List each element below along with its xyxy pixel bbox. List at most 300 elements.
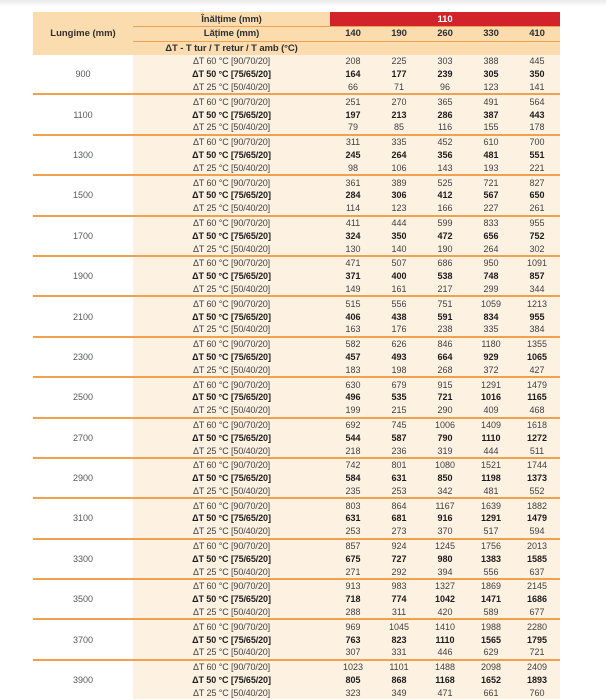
dt60-row-label: ΔT 60 °C [90/70/20] [192,298,271,309]
group-rows [133,459,560,497]
value-cell: 1045 [388,621,410,632]
value-cell: 1042 [434,594,456,605]
value-cell: 356 [437,149,453,160]
dt25-row [133,646,560,659]
value-cell: 801 [391,460,407,471]
value-cell: 915 [437,379,453,390]
dt50-row [133,674,560,687]
value-cell: 544 [345,432,361,443]
dt25-row [133,686,560,699]
dt60-row-label: ΔT 60 °C [90/70/20] [192,581,271,592]
value-cell: 161 [391,283,407,294]
dt50-row [133,149,560,162]
dt60-row-label: ΔT 60 °C [90/70/20] [192,621,271,632]
value-cell: 496 [345,392,361,403]
value-cell: 1488 [434,662,456,673]
value-cell: 552 [529,485,545,496]
value-cell: 1409 [480,419,502,430]
value-cell: 589 [483,607,499,618]
dt60-row [133,136,560,149]
length-cell: 3100 [33,499,133,537]
value-cell: 361 [345,177,361,188]
dt50-row [133,633,560,646]
dt60-row [133,419,560,432]
value-cell: 1291 [480,513,502,524]
value-cell: 335 [391,137,407,148]
group-rows [133,136,560,174]
dt25-row-label: ΔT 25 °C [50/40/20] [192,364,271,375]
value-cell: 868 [391,675,407,686]
height-label-cell: Înălțime (mm) [133,12,330,26]
value-cell: 253 [345,526,361,537]
value-cell: 1080 [434,460,456,471]
value-cell: 471 [437,687,453,698]
length-group [33,497,560,537]
dt60-row [133,661,560,674]
value-cell: 208 [345,56,361,67]
dt25-row [133,242,560,255]
dt60-row [133,257,560,270]
dt50-row-label: ΔT 50 °C [75/65/20] [192,392,271,403]
value-cell: 1213 [526,298,548,309]
value-cell: 1479 [526,513,548,524]
value-cell: 292 [391,566,407,577]
value-cell: 1006 [434,419,456,430]
value-cell: 1355 [526,339,548,350]
value-cell: 1565 [480,634,502,645]
value-cell: 335 [483,324,499,335]
value-cell: 349 [391,687,407,698]
value-cell: 1383 [480,553,502,564]
value-cell: 631 [345,513,361,524]
length-group [33,55,560,93]
value-cell: 143 [437,162,453,173]
group-rows [133,257,560,295]
group-rows [133,338,560,376]
value-cell: 751 [437,298,453,309]
dt60-row [133,217,560,230]
dt50-row [133,68,560,81]
value-cell: 525 [437,177,453,188]
value-cell: 1618 [526,419,548,430]
value-cell: 481 [483,485,499,496]
dt50-row-label: ΔT 50 °C [75/65/20] [192,432,271,443]
value-cell: 284 [345,190,361,201]
length-cell: 3300 [33,540,133,578]
value-cell: 271 [345,566,361,577]
value-cell: 446 [437,647,453,658]
value-cell: 679 [391,379,407,390]
value-cell: 564 [529,96,545,107]
dt50-row-label: ΔT 50 °C [75/65/20] [192,594,271,605]
dt50-row-label: ΔT 50 °C [75/65/20] [192,473,271,484]
dt25-row-label: ΔT 25 °C [50/40/20] [192,324,271,335]
value-cell: 721 [483,177,499,188]
value-cell: 846 [437,339,453,350]
value-cell: 916 [437,513,453,524]
dt25-row-label: ΔT 25 °C [50/40/20] [192,203,271,214]
value-cell: 1245 [434,541,456,552]
dt50-row [133,351,560,364]
dt25-row-label: ΔT 25 °C [50/40/20] [192,647,271,658]
value-cell: 1410 [434,621,456,632]
dt60-row [133,540,560,553]
value-cell: 742 [345,460,361,471]
value-cell: 556 [483,566,499,577]
dt50-row [133,108,560,121]
dt60-row [133,499,560,512]
value-cell: 1016 [480,392,502,403]
length-group [33,336,560,376]
group-rows [133,661,560,699]
dt60-row-label: ΔT 60 °C [90/70/20] [192,137,271,148]
value-cell: 444 [483,445,499,456]
value-cell: 1652 [480,675,502,686]
value-cell: 1065 [526,351,548,362]
value-cell: 1756 [480,541,502,552]
group-rows [133,55,560,93]
dt-legend-cell: ΔT - T tur / T retur / T amb (°C) [133,41,330,56]
value-cell: 443 [529,109,545,120]
value-cell: 331 [391,647,407,658]
length-group [33,578,560,618]
dt50-row-label: ΔT 50 °C [75/65/20] [192,230,271,241]
length-group [33,659,560,699]
dt50-row [133,270,560,283]
value-cell: 412 [437,190,453,201]
value-cell: 427 [529,364,545,375]
value-cell: 686 [437,258,453,269]
value-cell: 199 [345,405,361,416]
length-group [33,215,560,255]
value-cell: 626 [391,339,407,350]
value-cell: 857 [529,271,545,282]
value-cell: 1091 [526,258,548,269]
dt60-row-label: ΔT 60 °C [90/70/20] [192,662,271,673]
value-cell: 130 [345,243,361,254]
length-cell: 2900 [33,459,133,497]
length-cell: 3500 [33,580,133,618]
value-cell: 1479 [526,379,548,390]
length-cell: 1900 [33,257,133,295]
value-cell: 721 [529,647,545,658]
group-rows [133,217,560,255]
dt25-row [133,444,560,457]
value-cell: 213 [391,109,407,120]
value-cell: 763 [345,634,361,645]
dt50-row-label: ΔT 50 °C [75/65/20] [192,634,271,645]
value-cell: 371 [345,271,361,282]
group-rows [133,378,560,416]
value-cell: 517 [483,526,499,537]
value-cell: 2409 [526,662,548,673]
dt50-row [133,431,560,444]
dt25-row-label: ΔT 25 °C [50/40/20] [192,566,271,577]
value-cell: 164 [345,69,361,80]
value-cell: 303 [437,56,453,67]
value-cell: 1988 [480,621,502,632]
dt60-row-label: ΔT 60 °C [90/70/20] [192,460,271,471]
value-cell: 1198 [481,473,501,484]
length-cell: 2700 [33,419,133,457]
dt25-row [133,606,560,619]
value-cell: 493 [391,351,407,362]
dt50-row [133,391,560,404]
value-cell: 468 [529,405,545,416]
dt25-row [133,485,560,498]
value-cell: 700 [529,137,545,148]
dt60-row [133,378,560,391]
value-cell: 306 [391,190,407,201]
value-cell: 2098 [480,662,502,673]
value-cell: 66 [347,81,358,92]
value-cell: 556 [391,298,407,309]
value-cell: 342 [437,485,453,496]
page-top-edge [0,0,606,6]
dt50-row [133,472,560,485]
value-cell: 350 [391,230,407,241]
length-cell: 900 [33,55,133,93]
dt60-row-label: ΔT 60 °C [90/70/20] [192,217,271,228]
value-cell: 1327 [434,581,456,592]
dt50-row-label: ΔT 50 °C [75/65/20] [192,553,271,564]
value-cell: 584 [345,473,361,484]
value-cell: 1869 [480,581,502,592]
group-rows [133,620,560,658]
value-cell: 745 [391,419,407,430]
dt25-row-label: ΔT 25 °C [50/40/20] [192,687,271,698]
value-cell: 323 [345,687,361,698]
value-cell: 388 [483,56,499,67]
value-cell: 610 [483,137,499,148]
dt50-row-label: ΔT 50 °C [75/65/20] [192,271,271,282]
dt25-row [133,525,560,538]
value-cell: 594 [529,526,545,537]
dt60-row [133,580,560,593]
value-cell: 857 [345,541,361,552]
value-cell: 675 [345,553,361,564]
length-group [33,295,560,335]
value-cell: 472 [437,230,453,241]
value-cell: 197 [345,109,361,120]
dt-legend-filler [330,41,560,56]
width-label-cell: Lățime (mm) [133,26,330,41]
dt25-row-label: ΔT 25 °C [50/40/20] [192,283,271,294]
length-group [33,376,560,416]
length-cell: 2100 [33,297,133,335]
value-cell: 1059 [480,298,502,309]
dt60-row [133,297,560,310]
value-cell: 409 [483,405,499,416]
value-cell: 123 [483,81,499,92]
length-group [33,93,560,133]
value-cell: 253 [391,485,407,496]
value-cell: 98 [347,162,358,173]
value-cell: 567 [483,190,499,201]
value-cell: 1795 [526,634,548,645]
value-cell: 193 [483,162,499,173]
value-cell: 1110 [481,432,501,443]
length-group [33,457,560,497]
dt25-row-label: ΔT 25 °C [50/40/20] [192,81,271,92]
value-cell: 236 [391,445,407,456]
value-cell: 1585 [526,553,548,564]
group-rows [133,499,560,537]
value-cell: 190 [437,243,453,254]
width-col-header: 410 [514,26,560,41]
value-cell: 261 [529,203,545,214]
length-cell: 1300 [33,136,133,174]
height-value-banner: 110 [330,12,560,26]
value-cell: 79 [347,122,358,133]
value-cell: 551 [529,149,545,160]
dt60-row [133,620,560,633]
length-group [33,134,560,174]
dt50-row [133,310,560,323]
dt25-row-label: ΔT 25 °C [50/40/20] [192,485,271,496]
value-cell: 394 [437,566,453,577]
dt50-row [133,189,560,202]
value-cell: 140 [391,243,407,254]
value-cell: 198 [391,364,407,375]
value-cell: 106 [391,162,407,173]
dt60-row [133,338,560,351]
value-cell: 661 [483,687,499,698]
value-cell: 225 [391,56,407,67]
dt25-row-label: ΔT 25 °C [50/40/20] [192,122,271,133]
dt50-row-label: ΔT 50 °C [75/65/20] [192,109,271,120]
value-cell: 760 [529,687,545,698]
dt25-row-label: ΔT 25 °C [50/40/20] [192,162,271,173]
value-cell: 538 [437,271,453,282]
value-cell: 1023 [342,662,364,673]
value-cell: 913 [345,581,361,592]
value-cell: 288 [345,607,361,618]
value-cell: 677 [529,607,545,618]
value-cell: 96 [439,81,450,92]
dt50-row-label: ΔT 50 °C [75/65/20] [192,675,271,686]
value-cell: 411 [345,217,361,228]
length-group [33,538,560,578]
length-cell: 3700 [33,620,133,658]
length-cell: 1500 [33,176,133,214]
value-cell: 1686 [526,594,548,605]
value-cell: 438 [391,311,407,322]
dt25-row-label: ΔT 25 °C [50/40/20] [192,405,271,416]
value-cell: 834 [483,311,499,322]
value-cell: 245 [345,149,361,160]
value-cell: 221 [529,162,545,173]
value-cell: 980 [437,553,453,564]
dt25-row-label: ΔT 25 °C [50/40/20] [192,526,271,537]
value-cell: 664 [437,351,453,362]
value-cell: 290 [437,405,453,416]
value-cell: 311 [345,137,361,148]
group-rows [133,176,560,214]
value-cell: 955 [529,311,545,322]
value-cell: 637 [529,566,545,577]
value-cell: 264 [391,149,407,160]
value-cell: 1471 [480,594,502,605]
value-cell: 515 [345,298,361,309]
dt60-row-label: ΔT 60 °C [90/70/20] [192,258,271,269]
value-cell: 227 [483,203,499,214]
value-cell: 599 [437,217,453,228]
dt25-row [133,202,560,215]
value-cell: 350 [529,69,545,80]
value-cell: 629 [483,647,499,658]
length-cell: 3900 [33,661,133,699]
value-cell: 311 [391,607,407,618]
value-cell: 471 [345,258,361,269]
dt50-row-label: ΔT 50 °C [75/65/20] [192,69,271,80]
value-cell: 491 [483,96,499,107]
length-cell: 1100 [33,95,133,133]
value-cell: 452 [437,137,453,148]
value-cell: 803 [345,500,361,511]
group-rows [133,419,560,457]
value-cell: 2013 [526,541,548,552]
value-cell: 305 [483,69,499,80]
table-header [33,12,560,55]
value-cell: 183 [345,364,361,375]
dt25-row [133,121,560,134]
value-cell: 273 [391,526,407,537]
dt25-row [133,283,560,296]
dt60-row-label: ΔT 60 °C [90/70/20] [192,541,271,552]
value-cell: 631 [391,473,407,484]
value-cell: 1110 [435,634,455,645]
value-cell: 155 [483,122,499,133]
value-cell: 176 [391,324,407,335]
value-cell: 827 [529,177,545,188]
value-cell: 457 [345,351,361,362]
length-header-cell: Lungime (mm) [50,28,116,39]
radiator-output-table [33,12,560,699]
value-cell: 123 [391,203,407,214]
dt60-row [133,95,560,108]
value-cell: 1180 [481,339,501,350]
value-cell: 166 [437,203,453,214]
value-cell: 218 [345,445,361,456]
value-cell: 299 [483,283,499,294]
value-cell: 365 [437,96,453,107]
length-group [33,417,560,457]
value-cell: 805 [345,675,361,686]
value-cell: 264 [483,243,499,254]
dt50-row [133,512,560,525]
value-cell: 286 [437,109,453,120]
value-cell: 387 [483,109,499,120]
width-col-header: 140 [330,26,376,41]
dt50-row-label: ΔT 50 °C [75/65/20] [192,311,271,322]
dt50-row [133,229,560,242]
value-cell: 372 [483,364,499,375]
dt60-row-label: ΔT 60 °C [90/70/20] [192,96,271,107]
value-cell: 591 [437,311,453,322]
value-cell: 319 [437,445,453,456]
value-cell: 1101 [389,662,409,673]
dt50-row-label: ΔT 50 °C [75/65/20] [192,149,271,160]
dt25-row [133,81,560,94]
value-cell: 833 [483,217,499,228]
value-cell: 950 [483,258,499,269]
value-cell: 400 [391,271,407,282]
value-cell: 302 [529,243,545,254]
value-cell: 1882 [526,500,548,511]
width-col-header: 190 [376,26,422,41]
dt60-row [133,176,560,189]
